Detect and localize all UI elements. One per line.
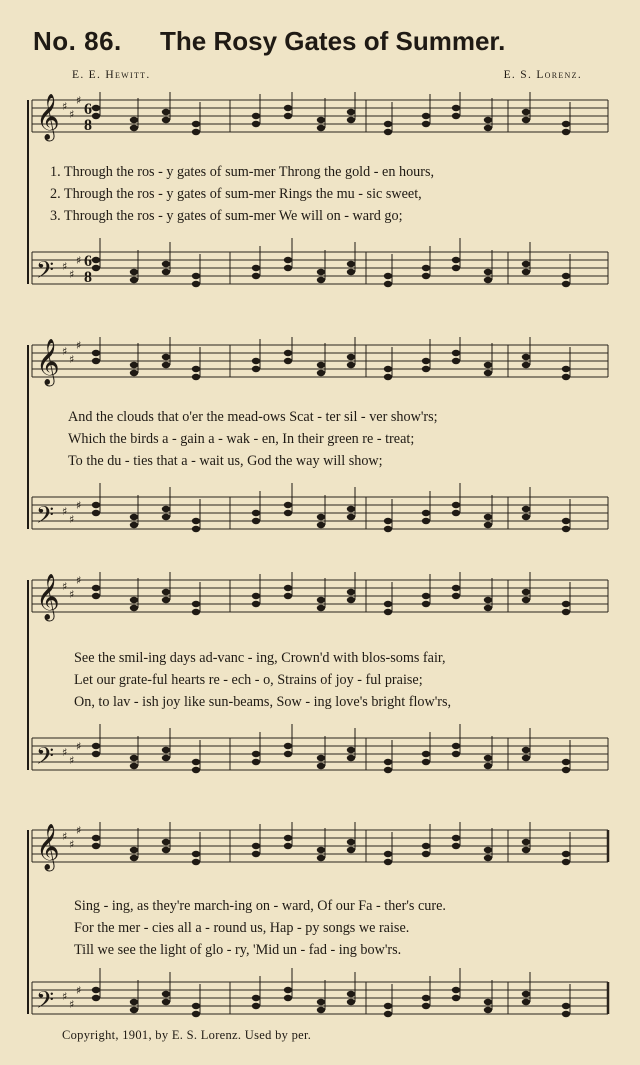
note-head <box>317 117 325 123</box>
note-head <box>317 855 325 861</box>
note-head <box>562 121 570 127</box>
note-head <box>562 518 570 524</box>
note-head <box>562 526 570 532</box>
note-head <box>452 358 460 364</box>
note-head <box>347 839 355 845</box>
note-head <box>347 589 355 595</box>
note-head <box>192 1011 200 1017</box>
note-head <box>484 277 492 283</box>
bass-clef-icon: 𝄢 <box>36 501 55 534</box>
note-head <box>484 999 492 1005</box>
note-head <box>92 593 100 599</box>
sharp-icon: ♯ <box>62 260 68 273</box>
sharp-icon: ♯ <box>69 754 75 767</box>
note-head <box>130 277 138 283</box>
note-head <box>484 755 492 761</box>
note-head <box>284 257 292 263</box>
note-head <box>422 751 430 757</box>
note-head <box>422 366 430 372</box>
note-head <box>384 851 392 857</box>
note-head <box>284 265 292 271</box>
note-head <box>384 273 392 279</box>
note-head <box>192 273 200 279</box>
note-head <box>522 354 530 360</box>
note-head <box>162 597 170 603</box>
note-head <box>130 847 138 853</box>
note-head <box>162 991 170 997</box>
note-head <box>162 354 170 360</box>
treble-clef-icon: 𝄞 <box>36 339 60 385</box>
note-head <box>252 995 260 1001</box>
note-head <box>192 859 200 865</box>
note-head <box>422 1003 430 1009</box>
note-head <box>284 987 292 993</box>
note-head <box>252 273 260 279</box>
note-head <box>452 751 460 757</box>
note-head <box>384 859 392 865</box>
note-head <box>484 605 492 611</box>
note-head <box>162 839 170 845</box>
note-head <box>484 269 492 275</box>
note-head <box>317 605 325 611</box>
sharp-icon: ♯ <box>76 94 82 107</box>
note-head <box>452 995 460 1001</box>
note-head <box>162 514 170 520</box>
note-head <box>452 105 460 111</box>
note-head <box>92 585 100 591</box>
sharp-icon: ♯ <box>76 824 82 837</box>
note-head <box>130 117 138 123</box>
note-head <box>347 755 355 761</box>
sharp-icon: ♯ <box>76 339 82 352</box>
note-head <box>452 843 460 849</box>
note-head <box>252 366 260 372</box>
note-head <box>284 843 292 849</box>
note-head <box>192 526 200 532</box>
note-head <box>384 121 392 127</box>
note-head <box>252 851 260 857</box>
note-head <box>162 755 170 761</box>
note-head <box>347 847 355 853</box>
composer-credit: E. S. Lorenz. <box>503 69 582 81</box>
note-head <box>347 506 355 512</box>
note-head <box>92 751 100 757</box>
note-head <box>192 601 200 607</box>
note-head <box>162 506 170 512</box>
note-head <box>130 1007 138 1013</box>
note-head <box>384 609 392 615</box>
note-head <box>92 510 100 516</box>
note-head <box>317 999 325 1005</box>
note-head <box>384 526 392 532</box>
note-head <box>192 767 200 773</box>
note-head <box>252 518 260 524</box>
note-head <box>92 358 100 364</box>
note-head <box>562 859 570 865</box>
note-head <box>562 1003 570 1009</box>
note-head <box>422 358 430 364</box>
note-head <box>452 835 460 841</box>
note-head <box>452 502 460 508</box>
note-head <box>562 609 570 615</box>
note-head <box>484 117 492 123</box>
note-head <box>130 522 138 528</box>
note-head <box>522 999 530 1005</box>
note-head <box>130 362 138 368</box>
note-head <box>422 518 430 524</box>
copyright-notice: Copyright, 1901, by E. S. Lorenz. Used by per. <box>62 1028 312 1042</box>
note-head <box>384 129 392 135</box>
note-head <box>562 767 570 773</box>
note-head <box>192 759 200 765</box>
note-head <box>347 999 355 1005</box>
note-head <box>347 747 355 753</box>
note-head <box>284 502 292 508</box>
note-head <box>130 370 138 376</box>
note-head <box>252 510 260 516</box>
note-head <box>130 597 138 603</box>
note-head <box>484 1007 492 1013</box>
note-head <box>317 269 325 275</box>
note-head <box>484 847 492 853</box>
note-head <box>252 751 260 757</box>
note-head <box>484 597 492 603</box>
note-head <box>384 1003 392 1009</box>
note-head <box>347 117 355 123</box>
sharp-icon: ♯ <box>69 838 75 851</box>
note-head <box>522 261 530 267</box>
note-head <box>347 269 355 275</box>
note-head <box>384 1011 392 1017</box>
note-head <box>522 506 530 512</box>
note-head <box>252 113 260 119</box>
music-system-3: 𝄞 ♯ ♯ ♯ 𝄢 ♯ ♯ ♯ See the smil-ing days ad-vanc - ing, Crown'd with blos-soms fair, Let our grate-ful hearts re - ech - o, Strains of joy - ful praise; On, to lav - ish joy like sun-beams, Sow - ing love's bright flow'rs, <box>26 572 610 782</box>
note-head <box>192 1003 200 1009</box>
note-head <box>192 609 200 615</box>
note-head <box>484 522 492 528</box>
note-head <box>92 743 100 749</box>
note-head <box>130 999 138 1005</box>
note-head <box>130 269 138 275</box>
note-head <box>92 265 100 271</box>
note-head <box>452 987 460 993</box>
sharp-icon: ♯ <box>69 513 75 526</box>
note-head <box>422 843 430 849</box>
sharp-icon: ♯ <box>69 588 75 601</box>
note-head <box>347 597 355 603</box>
note-head <box>422 995 430 1001</box>
note-head <box>92 105 100 111</box>
sharp-icon: ♯ <box>76 254 82 267</box>
note-head <box>522 589 530 595</box>
sharp-icon: ♯ <box>76 740 82 753</box>
time-signature: 6 <box>84 101 92 118</box>
note-head <box>162 747 170 753</box>
bass-clef-icon: 𝄢 <box>36 256 55 289</box>
note-head <box>522 269 530 275</box>
note-head <box>92 113 100 119</box>
note-head <box>317 362 325 368</box>
sharp-icon: ♯ <box>69 108 75 121</box>
note-head <box>347 261 355 267</box>
note-head <box>422 601 430 607</box>
note-head <box>192 374 200 380</box>
time-signature: 8 <box>84 117 92 134</box>
note-head <box>522 362 530 368</box>
note-head <box>422 121 430 127</box>
note-head <box>252 843 260 849</box>
note-head <box>317 125 325 131</box>
note-head <box>422 265 430 271</box>
sharp-icon: ♯ <box>69 268 75 281</box>
note-head <box>252 265 260 271</box>
note-head <box>130 755 138 761</box>
time-signature: 8 <box>84 269 92 286</box>
note-head <box>162 999 170 1005</box>
note-head <box>522 514 530 520</box>
sharp-icon: ♯ <box>76 499 82 512</box>
note-head <box>422 113 430 119</box>
note-head <box>317 1007 325 1013</box>
note-head <box>284 995 292 1001</box>
note-head <box>192 366 200 372</box>
note-head <box>452 510 460 516</box>
note-head <box>522 839 530 845</box>
note-head <box>92 502 100 508</box>
sharp-icon: ♯ <box>62 746 68 759</box>
hymn-title: The Rosy Gates of Summer. <box>160 26 506 56</box>
note-head <box>522 109 530 115</box>
note-head <box>192 281 200 287</box>
note-head <box>130 125 138 131</box>
note-head <box>162 269 170 275</box>
note-head <box>384 366 392 372</box>
note-head <box>347 514 355 520</box>
note-head <box>284 358 292 364</box>
note-head <box>162 362 170 368</box>
note-head <box>562 366 570 372</box>
note-head <box>484 763 492 769</box>
note-head <box>284 510 292 516</box>
music-system-2: 𝄞 ♯ ♯ ♯ 𝄢 ♯ ♯ ♯ And the clouds that o'er the mead-ows Scat - ter sil - ver show'rs; Which the birds a - gain a - wak - en, In their green re - treat; To the du - ties that a - wait us, God the way will show; <box>26 337 610 547</box>
note-head <box>162 109 170 115</box>
note-head <box>317 763 325 769</box>
note-head <box>384 374 392 380</box>
sharp-icon: ♯ <box>62 505 68 518</box>
note-head <box>562 273 570 279</box>
note-head <box>284 743 292 749</box>
note-head <box>284 585 292 591</box>
note-head <box>284 593 292 599</box>
note-head <box>452 350 460 356</box>
note-head <box>452 743 460 749</box>
bass-clef-icon: 𝄢 <box>36 986 55 1019</box>
note-head <box>452 257 460 263</box>
note-head <box>484 125 492 131</box>
sharp-icon: ♯ <box>62 100 68 113</box>
note-head <box>452 585 460 591</box>
note-head <box>317 514 325 520</box>
sharp-icon: ♯ <box>62 580 68 593</box>
bass-clef-icon: 𝄢 <box>36 742 55 775</box>
note-head <box>452 113 460 119</box>
note-head <box>562 1011 570 1017</box>
time-signature: 6 <box>84 253 92 270</box>
note-head <box>562 601 570 607</box>
note-head <box>562 281 570 287</box>
note-head <box>252 358 260 364</box>
note-head <box>317 847 325 853</box>
note-head <box>162 847 170 853</box>
sharp-icon: ♯ <box>76 574 82 587</box>
note-head <box>422 759 430 765</box>
note-head <box>162 117 170 123</box>
note-head <box>284 350 292 356</box>
music-system-4: 𝄞 ♯ ♯ ♯ 𝄢 ♯ ♯ ♯ Sing - ing, as they're march-ing on - ward, Of our Fa - ther's cure. For the mer - cies all a - round us, Hap - py songs we raise. Till we see the light of glo - ry, 'Mid un - fad - ing bow'rs. <box>26 822 610 1022</box>
sharp-icon: ♯ <box>69 998 75 1011</box>
note-head <box>130 855 138 861</box>
note-head <box>484 362 492 368</box>
note-head <box>522 597 530 603</box>
note-head <box>484 514 492 520</box>
note-head <box>252 593 260 599</box>
note-head <box>522 747 530 753</box>
note-head <box>384 518 392 524</box>
note-head <box>252 121 260 127</box>
note-head <box>384 601 392 607</box>
note-head <box>422 273 430 279</box>
note-head <box>130 763 138 769</box>
note-head <box>252 1003 260 1009</box>
sharp-icon: ♯ <box>76 984 82 997</box>
treble-clef-icon: 𝄞 <box>36 824 60 870</box>
note-head <box>92 835 100 841</box>
note-head <box>452 265 460 271</box>
note-head <box>347 354 355 360</box>
note-head <box>522 847 530 853</box>
note-head <box>192 518 200 524</box>
note-head <box>130 514 138 520</box>
note-head <box>192 121 200 127</box>
note-head <box>92 843 100 849</box>
note-head <box>252 601 260 607</box>
note-head <box>192 851 200 857</box>
note-head <box>130 605 138 611</box>
note-head <box>422 851 430 857</box>
sharp-icon: ♯ <box>62 990 68 1003</box>
note-head <box>317 755 325 761</box>
note-head <box>522 117 530 123</box>
lyricist-credit: E. E. Hewitt. <box>72 69 151 81</box>
sharp-icon: ♯ <box>62 830 68 843</box>
note-head <box>317 522 325 528</box>
note-head <box>384 767 392 773</box>
note-head <box>192 129 200 135</box>
note-head <box>284 105 292 111</box>
note-head <box>562 129 570 135</box>
note-head <box>252 759 260 765</box>
note-head <box>162 589 170 595</box>
note-head <box>422 593 430 599</box>
note-head <box>347 109 355 115</box>
note-head <box>484 370 492 376</box>
note-head <box>562 374 570 380</box>
note-head <box>562 759 570 765</box>
note-head <box>317 597 325 603</box>
note-head <box>284 835 292 841</box>
note-head <box>522 755 530 761</box>
note-head <box>562 851 570 857</box>
note-head <box>284 751 292 757</box>
music-system-1: 𝄞 ♯ ♯ ♯ 𝄢 ♯ ♯ ♯ 6 6 8 8 1. Through the ros - y gates of sum-mer Throng the gold - en hours, 2. Through the ros - y gates of sum-mer Rings the mu - sic sweet, 3. Through the ros - y gates of sum-mer We will on - ward go; <box>26 92 610 302</box>
treble-clef-icon: 𝄞 <box>36 94 60 140</box>
note-head <box>92 995 100 1001</box>
note-head <box>452 593 460 599</box>
note-head <box>347 991 355 997</box>
note-head <box>284 113 292 119</box>
note-head <box>384 281 392 287</box>
treble-clef-icon: 𝄞 <box>36 574 60 620</box>
note-head <box>92 257 100 263</box>
note-head <box>317 277 325 283</box>
note-head <box>347 362 355 368</box>
sharp-icon: ♯ <box>69 353 75 366</box>
note-head <box>92 350 100 356</box>
note-head <box>522 991 530 997</box>
note-head <box>422 510 430 516</box>
note-head <box>317 370 325 376</box>
sharp-icon: ♯ <box>62 345 68 358</box>
note-head <box>92 987 100 993</box>
note-head <box>484 855 492 861</box>
note-head <box>384 759 392 765</box>
hymn-number: No. 86. <box>33 26 122 56</box>
note-head <box>162 261 170 267</box>
